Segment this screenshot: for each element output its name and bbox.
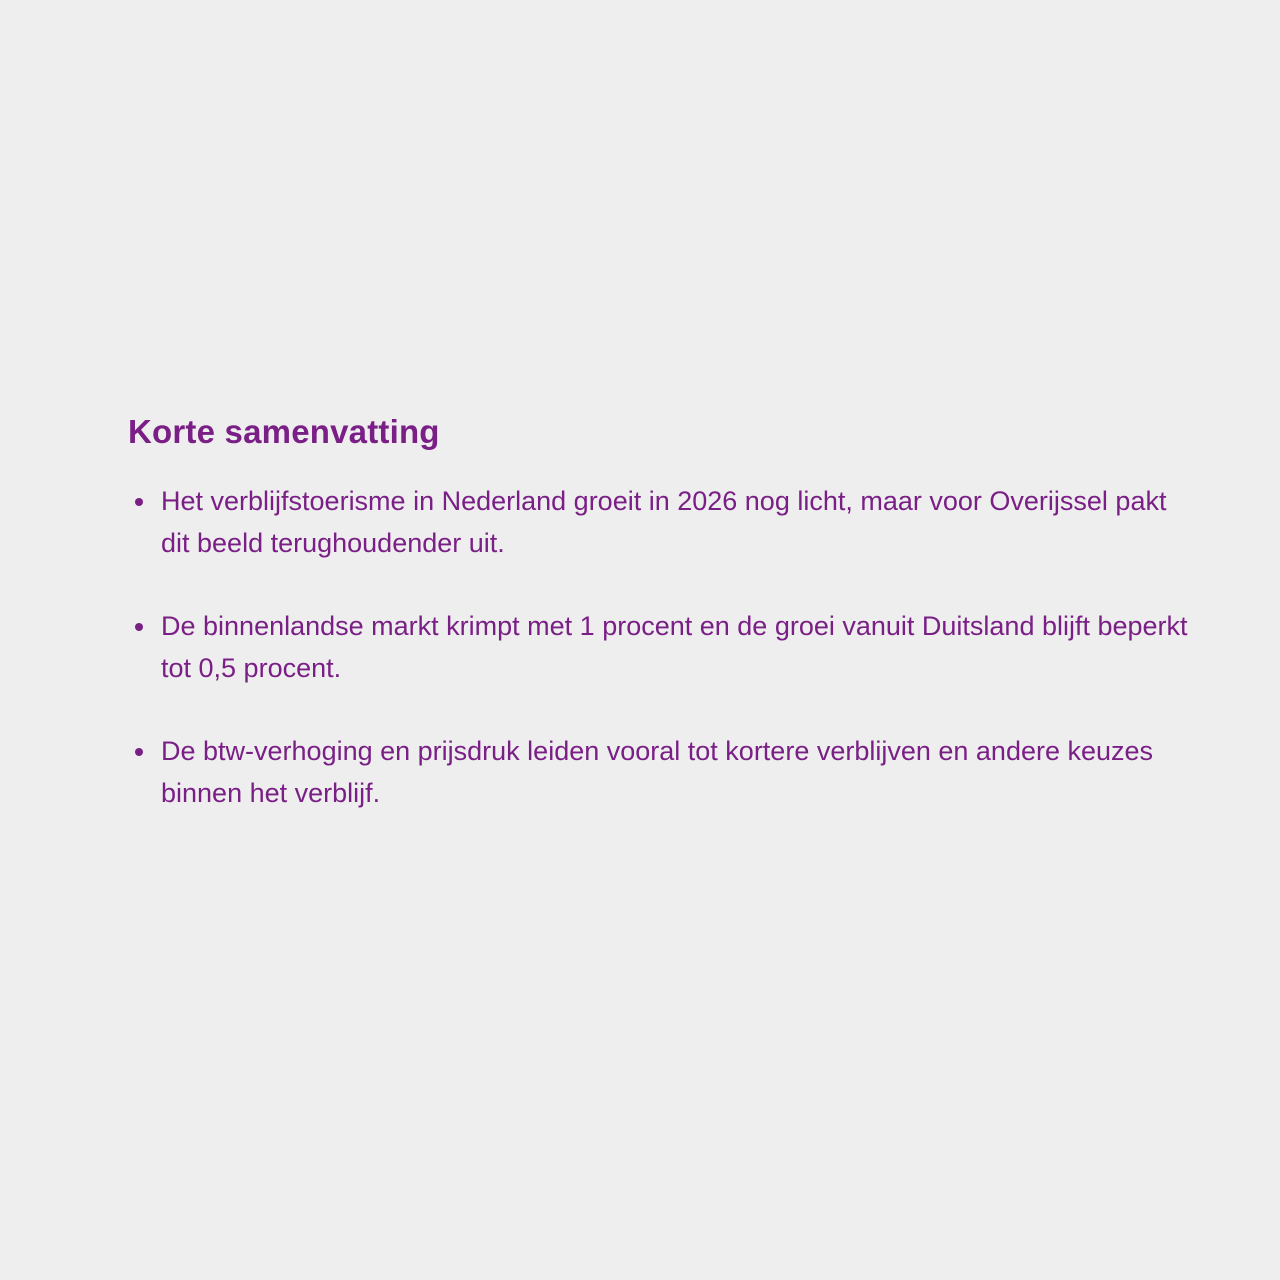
summary-section — [128, 410, 1188, 814]
summary-item — [128, 605, 1188, 689]
summary-item-text: De btw-verhoging en prijsdruk leiden vooral tot kortere verblijven en andere keuzes binnen het verblijf. — [161, 736, 1154, 808]
bullet-dot-icon — [135, 498, 143, 506]
summary-item-text: De binnenlandse markt krimpt met 1 procent en de groei vanuit Duitsland blijft beperkt tot 0,5 procent. — [161, 611, 1188, 683]
bullet-dot-icon — [135, 623, 143, 631]
summary-item — [128, 730, 1188, 814]
summary-item-text: Het verblijfstoerisme in Nederland groeit in 2026 nog licht, maar voor Overijssel pakt dit beeld terughoudender uit. — [161, 486, 1167, 558]
summary-title: Korte samenvatting — [128, 413, 440, 450]
summary-list — [128, 480, 1188, 814]
bullet-dot-icon — [135, 748, 143, 756]
summary-item — [128, 480, 1188, 564]
